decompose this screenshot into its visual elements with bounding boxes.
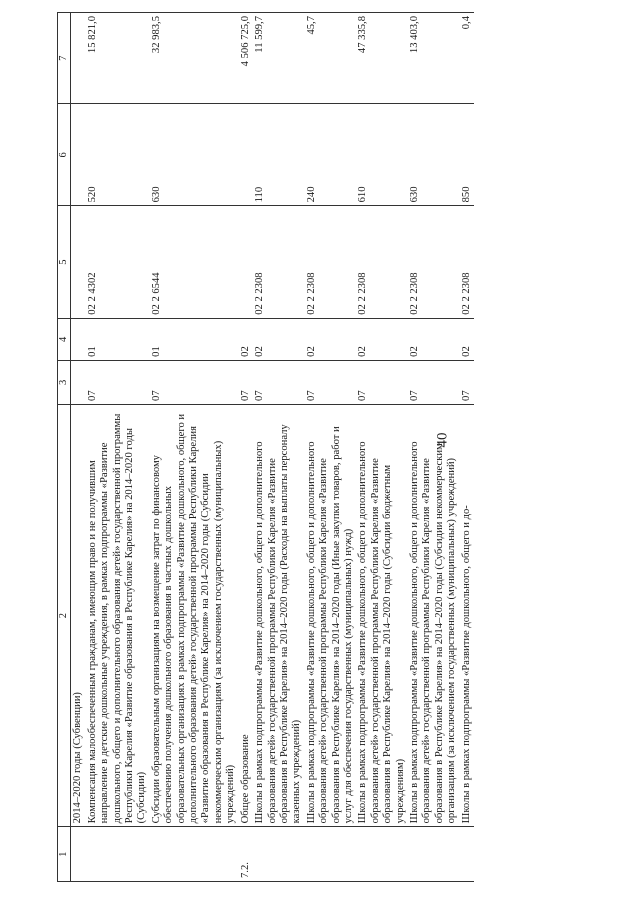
row-name: Школы в рамках подпрограммы «Развитие дошкольного, общего и дополнительного образования детей» государственной программы Республики Карелия «Развитие образования в Республике Карелия» на 2014–2020 годы (Субсидии бюджетным учреждениям) [356, 404, 408, 826]
row-number [356, 827, 408, 882]
row-target-article: 02 2 2308 [356, 206, 408, 318]
row-amount: 32 983,5 [150, 13, 239, 104]
row-name: Школы в рамках подпрограммы «Развитие дошкольного, общего и до- [460, 404, 474, 826]
row-name: Субсидии образовательным организациям на возмещение затрат по финансовому обеспечению получения дошкольного образования в частных дошкольных образовательных организациях в рамках подпрограммы «Развитие дошкольного, общего и дополнительного образования детей» государственной программы Республики Карелия «Развитие образования в Республике Карелия» на 2014–2020 годы (Субсидии некоммерческим организациям (за исключением государственных (муниципальных) учреждений) [150, 404, 239, 826]
row-subsection: 02 [253, 318, 305, 360]
row-amount [71, 13, 86, 104]
row-name: Школы в рамках подпрограммы «Развитие дошкольного, общего и дополнительного образования детей» государственной программы Республики Карелия «Развитие образования в Республике Карелия» на 2014–2020 годы (Субсидии некоммерческим организациям (за исключением государственных (муниципальных) учреждений) [408, 404, 460, 826]
table-row [408, 13, 460, 882]
table-row [253, 13, 305, 882]
row-target-article: 02 2 2308 [408, 206, 460, 318]
row-expense-type [71, 104, 86, 206]
table-row [239, 13, 253, 882]
row-name: 2014–2020 годы (Субвенции) [71, 404, 86, 826]
row-amount: 4 506 725,0 [239, 13, 253, 104]
row-number [408, 827, 460, 882]
row-section: 07 [356, 360, 408, 404]
page-number: 40 [434, 432, 451, 448]
row-section: 07 [239, 360, 253, 404]
row-subsection: 01 [86, 318, 150, 360]
row-expense-type: 630 [408, 104, 460, 206]
row-section: 07 [150, 360, 239, 404]
rotated-table-container [57, 12, 602, 882]
row-number [460, 827, 474, 882]
row-target-article [71, 206, 86, 318]
row-expense-type: 110 [253, 104, 305, 206]
row-subsection: 01 [150, 318, 239, 360]
row-name: Школы в рамках подпрограммы «Развитие дошкольного, общего и дополнительного образования детей» государственной программы Республики Карелия «Развитие образования в Республике Карелия» на 2014–2020 годы (Расходы на выплаты персоналу казенных учреждений) [253, 404, 305, 826]
row-amount: 45,7 [305, 13, 357, 104]
row-name: Компенсация малообеспеченным гражданам, имеющим право и не получившим направление в детские дошкольные учреждения, в рамках подпрограммы «Развитие дошкольного, общего и дополнительного образования детей» государственной программы Республики Карелия «Развитие образования в Республике Карелия» на 2014–2020 годы (Субсидии) [86, 404, 150, 826]
row-name: Общее образование [239, 404, 253, 826]
row-section: 07 [305, 360, 357, 404]
row-number [305, 827, 357, 882]
table-row [86, 13, 150, 882]
row-target-article [239, 206, 253, 318]
row-amount: 15 821,0 [86, 13, 150, 104]
row-subsection: 02 [305, 318, 357, 360]
row-amount: 47 335,8 [356, 13, 408, 104]
header-col-2: 2 [58, 404, 71, 826]
table-row [71, 13, 86, 882]
table-header-row [58, 13, 71, 882]
row-subsection: 02 [356, 318, 408, 360]
table-row [150, 13, 239, 882]
row-section: 07 [460, 360, 474, 404]
row-expense-type [239, 104, 253, 206]
table-row [460, 13, 474, 882]
row-subsection: 02 [408, 318, 460, 360]
header-col-1: 1 [58, 827, 71, 882]
row-section [71, 360, 86, 404]
budget-table [57, 12, 474, 882]
row-number: 7.2. [239, 827, 253, 882]
header-col-7: 7 [58, 13, 71, 104]
row-section: 07 [408, 360, 460, 404]
row-expense-type: 240 [305, 104, 357, 206]
table-row [305, 13, 357, 882]
row-subsection [71, 318, 86, 360]
row-amount: 13 403,0 [408, 13, 460, 104]
row-amount: 11 599,7 [253, 13, 305, 104]
row-section: 07 [86, 360, 150, 404]
header-col-6: 6 [58, 104, 71, 206]
row-amount: 0,4 [460, 13, 474, 104]
row-number [150, 827, 239, 882]
row-subsection: 02 [239, 318, 253, 360]
row-expense-type: 520 [86, 104, 150, 206]
row-expense-type: 610 [356, 104, 408, 206]
row-expense-type: 630 [150, 104, 239, 206]
header-col-3: 3 [58, 360, 71, 404]
row-target-article: 02 2 6544 [150, 206, 239, 318]
row-target-article: 02 2 2308 [460, 206, 474, 318]
row-target-article: 02 2 4302 [86, 206, 150, 318]
row-number [71, 827, 86, 882]
table-row [356, 13, 408, 882]
row-number [86, 827, 150, 882]
row-name: Школы в рамках подпрограммы «Развитие дошкольного, общего и дополнительного образования детей» государственной программы Республики Карелия «Развитие образования в Республике Карелия» на 2014–2020 годы (Иные закупки товаров, работ и услуг для обеспечения государственных (муниципальных) нужд) [305, 404, 357, 826]
row-subsection: 02 [460, 318, 474, 360]
row-number [253, 827, 305, 882]
row-target-article: 02 2 2308 [305, 206, 357, 318]
header-col-5: 5 [58, 206, 71, 318]
row-expense-type: 850 [460, 104, 474, 206]
row-section: 07 [253, 360, 305, 404]
header-col-4: 4 [58, 318, 71, 360]
row-target-article: 02 2 2308 [253, 206, 305, 318]
